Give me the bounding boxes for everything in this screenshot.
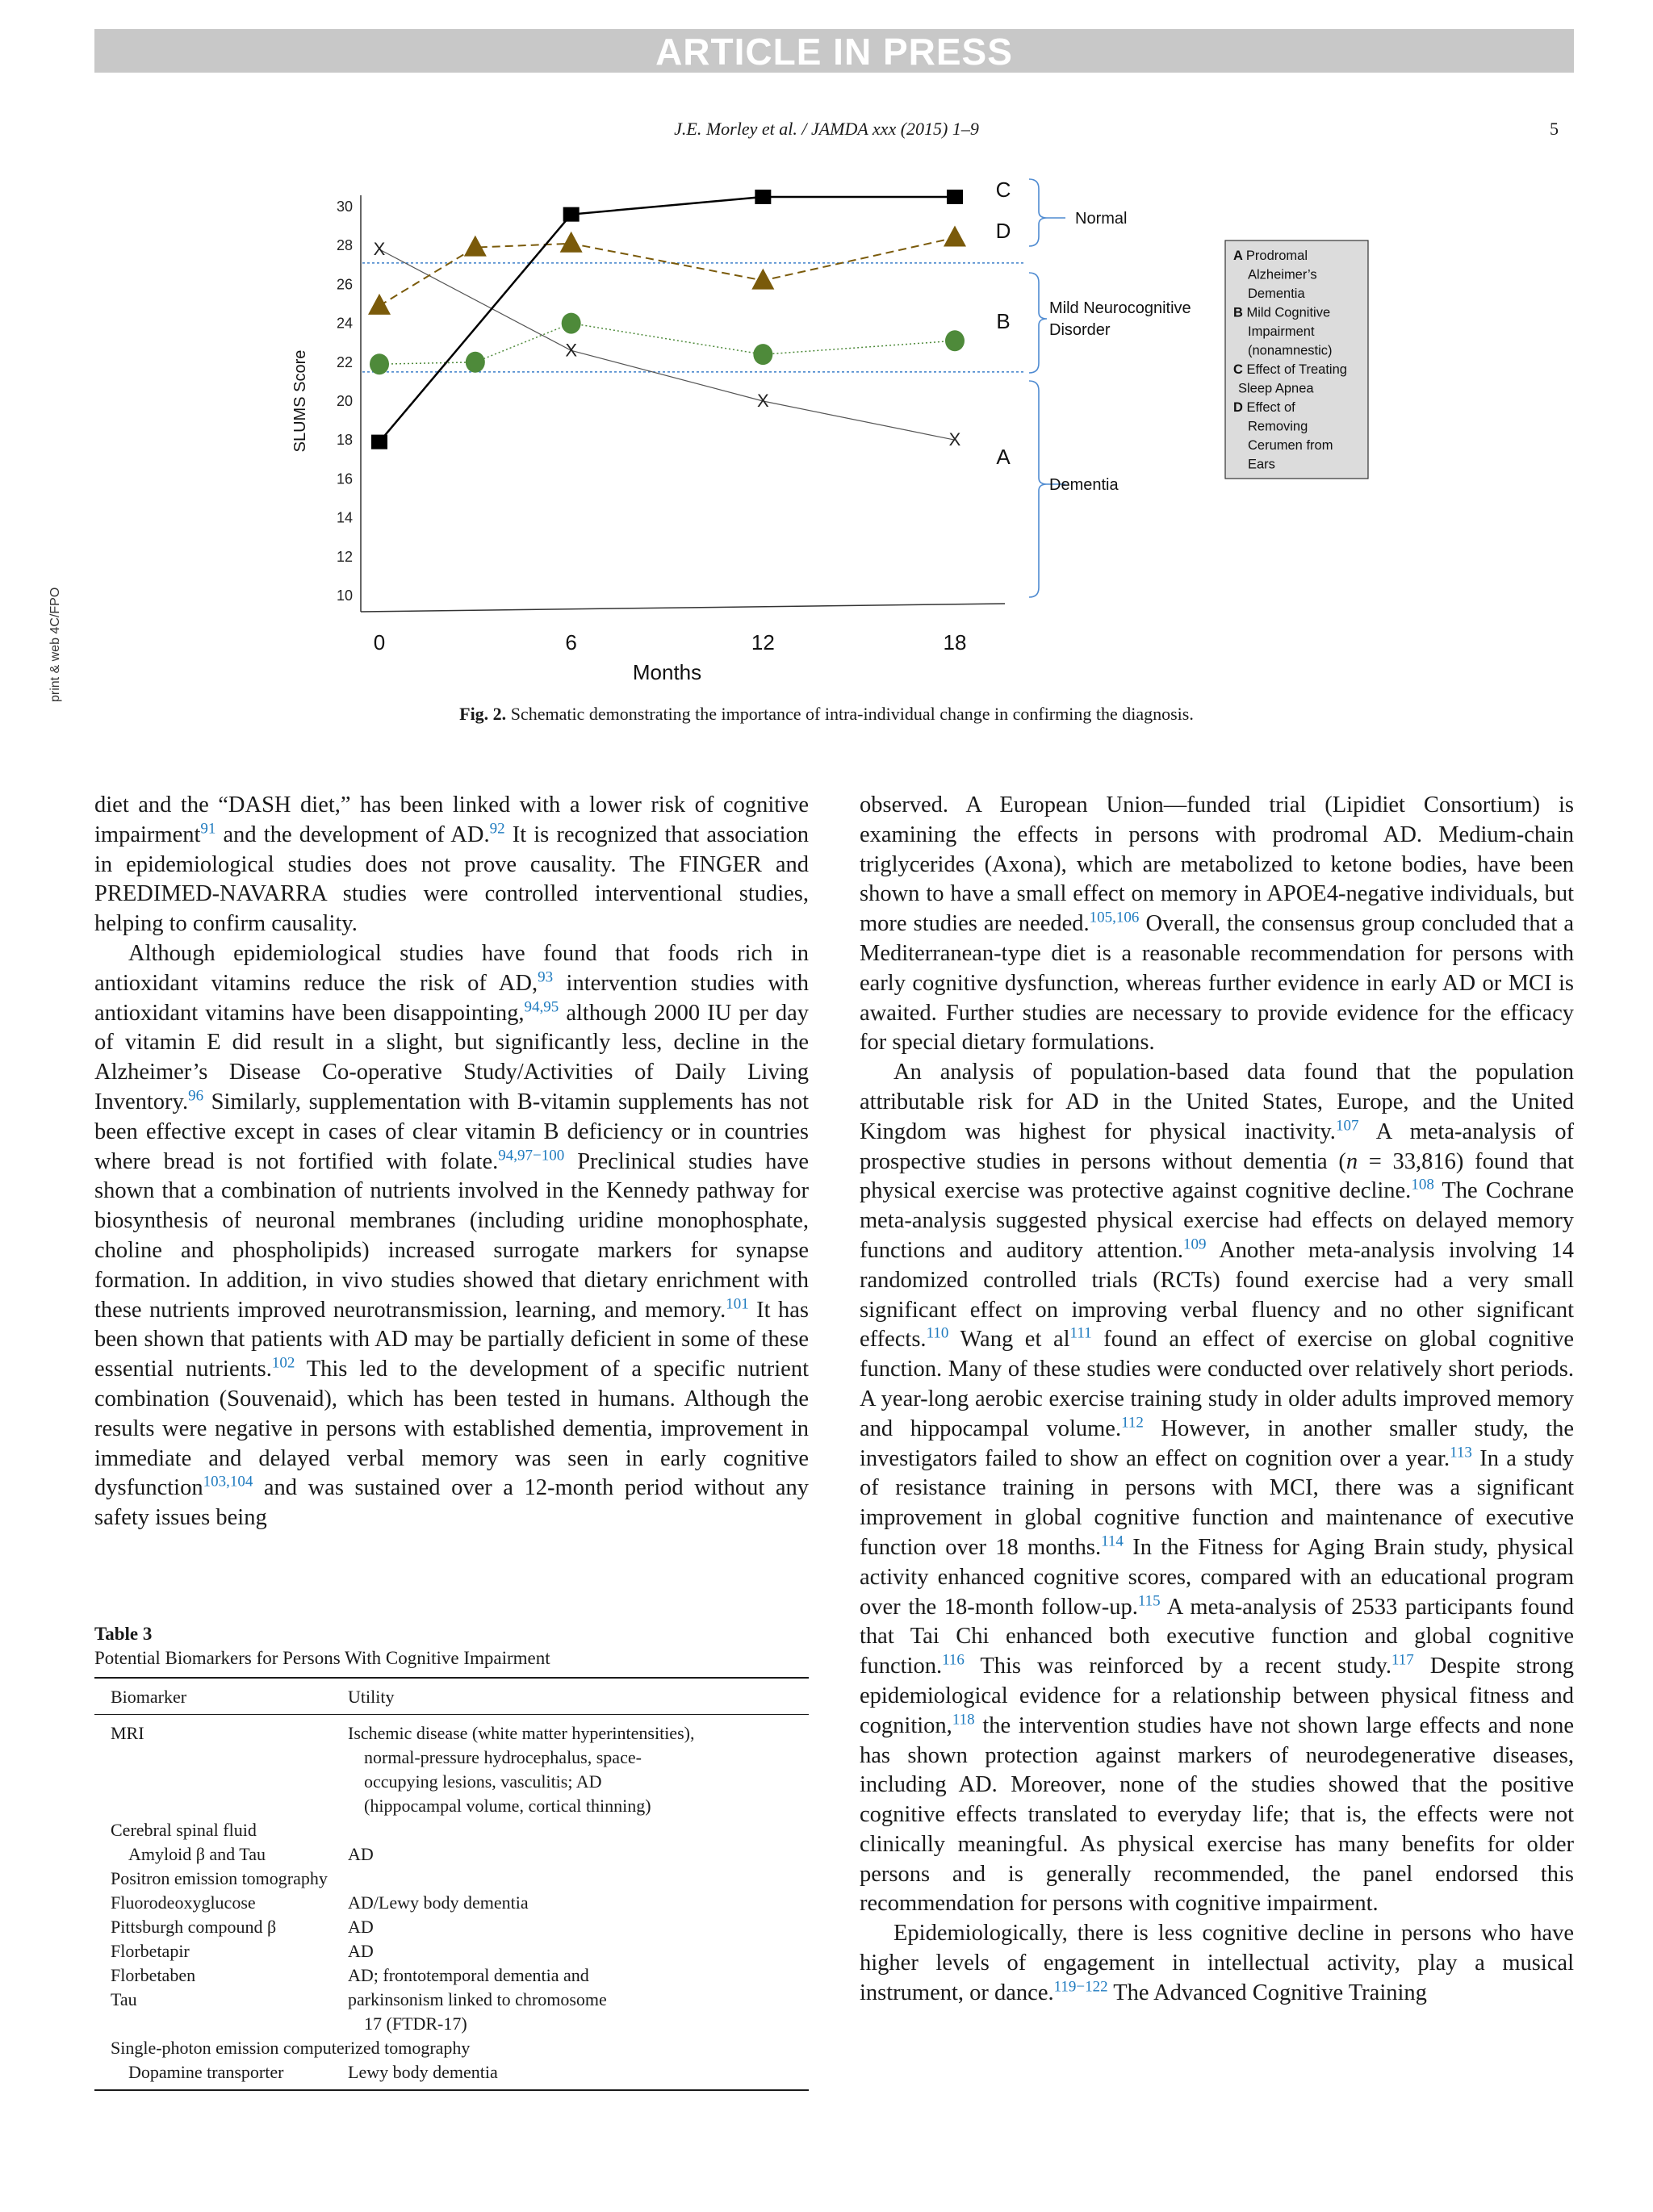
data-point-B — [562, 313, 581, 334]
table-row — [94, 1988, 809, 2036]
table-title: Potential Biomarkers for Persons With Cognitive Impairment — [94, 1648, 550, 1668]
table-cell-line: parkinsonism linked to chromosome — [348, 1989, 607, 2009]
citation-ref: 113 — [1450, 1444, 1472, 1461]
y-axis-title: SLUMS Score — [291, 349, 309, 453]
legend-key: C — [1233, 362, 1247, 377]
right-paragraph-2 — [860, 1919, 1574, 2008]
text-run: The Cochrane meta-analysis suggested physical exercise had effects on delayed memory functions and auditory attention. — [860, 1178, 1574, 1263]
y-tick-label: 20 — [336, 393, 353, 409]
table-body — [94, 1715, 809, 2091]
data-point-B — [370, 353, 389, 374]
figure-caption-label: Fig. 2. — [459, 704, 507, 724]
text-run: Similarly, supplementation with B-vitamin supplements has not been effective except in cases of clear vitamin B deficiency or in countries where bread is not fortified with folate. — [94, 1089, 809, 1174]
citation-ref: 96 — [188, 1087, 204, 1105]
legend-line — [1248, 420, 1308, 434]
data-point-C — [563, 207, 580, 222]
table-row — [94, 1915, 809, 1939]
citation-ref: 107 — [1335, 1117, 1359, 1135]
citation-ref: 117 — [1391, 1651, 1414, 1669]
table-section-row: Positron emission tomography — [111, 1868, 328, 1888]
table-cell-line: AD — [348, 1917, 374, 1937]
data-point-D — [560, 232, 583, 253]
table-cell-utility — [348, 1891, 809, 1915]
legend-text: Prodromal — [1245, 249, 1308, 263]
table-col-header-biomarker: Biomarker — [111, 1687, 187, 1707]
y-tick-label: 16 — [336, 470, 353, 487]
table-cell-line: Ischemic disease (white matter hyperintensities), — [348, 1723, 695, 1743]
legend-text: Cerumen from — [1248, 438, 1333, 453]
y-tick-label: 24 — [336, 315, 353, 332]
table-cell-biomarker: Pittsburgh compound β — [111, 1917, 277, 1937]
table-cell-biomarker: Amyloid β and Tau — [128, 1844, 266, 1864]
y-tick-label: 22 — [336, 353, 353, 370]
text-run: An analysis of population-based data found that the population attributable risk for AD in the United States, Europe, and the United Kingdom was highest for physical inactivity. — [860, 1060, 1574, 1144]
citation-ref: 93 — [538, 968, 554, 986]
table-row — [94, 1939, 809, 1963]
page-number: 5 — [1550, 119, 1559, 139]
text-run: Preclinical studies have shown that a combination of nutrients involved in the Kennedy pathway for biosynthesis of neuronal membranes (including uridine monophosphate, choline and phospholipids) increased surrogate markers for synapse formation. In addition, in vivo studies showed that dietary enrichment with these nutrients improved neurotransmission, learning, and memory. — [94, 1148, 809, 1323]
y-tick-label: 28 — [336, 237, 353, 254]
running-head: J.E. Morley et al. / JAMDA xxx (2015) 1–9 — [674, 119, 979, 139]
table-cell-utility — [348, 1721, 809, 1818]
series-line-B — [379, 324, 955, 365]
data-point-D — [464, 236, 487, 257]
text-run: However, in another smaller study, the investigators failed to show an effect on cognition over a year. — [860, 1415, 1574, 1471]
legend-text: Ears — [1248, 457, 1275, 472]
figure-caption-text: Schematic demonstrating the importance of intra-individual change in confirming the diagnosis. — [510, 704, 1194, 724]
legend-line — [1248, 268, 1317, 282]
data-point-A: X — [948, 429, 961, 450]
table-cell-line: occupying lesions, vasculitis; AD — [364, 1771, 602, 1792]
legend-text: Effect of — [1246, 400, 1295, 415]
text-run: diet and the “DASH diet,” has been linked with a lower risk of cognitive impairment — [94, 792, 809, 847]
legend-line — [1233, 306, 1330, 320]
citation-ref: 108 — [1411, 1176, 1434, 1194]
citation-ref: 91 — [200, 820, 216, 838]
x-tick-label: 6 — [565, 630, 577, 654]
table-row — [94, 2060, 809, 2084]
y-tick-label: 18 — [336, 432, 353, 449]
data-point-B — [753, 344, 772, 365]
table-3 — [94, 1622, 809, 2091]
right-paragraph-1 — [860, 1058, 1574, 1919]
legend-line — [1233, 362, 1347, 377]
table-cell-biomarker: Fluorodeoxyglucose — [111, 1892, 256, 1913]
table-cell-utility — [348, 1988, 809, 2036]
y-tick-label: 26 — [336, 276, 353, 293]
table-section-row: Single-photon emission computerized tomography — [111, 2038, 471, 2058]
table-row — [94, 1842, 809, 1867]
table-cell-line: AD/Lewy body dementia — [348, 1892, 529, 1913]
legend-line — [1233, 400, 1295, 415]
text-run: found an effect of exercise on global cognitive function. Many of these studies were conducted over relatively short periods. A year-long aerobic exercise training study in older adults improved memory and hippocampal volume. — [860, 1327, 1575, 1441]
table-cell-line: normal-pressure hydrocephalus, space- — [364, 1747, 642, 1767]
data-point-A: X — [373, 239, 386, 260]
data-point-A: X — [565, 340, 578, 361]
table-header-row — [94, 1679, 809, 1715]
series-line-A — [379, 249, 955, 440]
table-cell-line: AD; frontotemporal dementia and — [348, 1965, 589, 1985]
legend-line — [1248, 286, 1305, 301]
legend-text: Mild Cognitive — [1246, 305, 1331, 320]
table-cell-utility — [348, 1842, 809, 1867]
data-point-C — [947, 190, 963, 204]
citation-ref: 94,97−100 — [498, 1147, 565, 1165]
legend-line — [1233, 249, 1308, 263]
text-run: In a study of resistance training in persons with MCI, there was a significant improvement in global cognitive function and maintenance of executive function over 18 months. — [860, 1445, 1574, 1560]
citation-ref: 115 — [1137, 1592, 1161, 1610]
citation-ref: 118 — [952, 1711, 975, 1729]
legend-text: Effect of Treating — [1246, 362, 1347, 377]
table-cell-biomarker: Dopamine transporter — [128, 2062, 284, 2082]
left-paragraph-1 — [94, 939, 809, 1533]
bracket-normal — [1029, 179, 1047, 246]
bracket-mild-neurocognitive — [1029, 273, 1047, 373]
series-label-C: C — [995, 178, 1011, 202]
legend-text: (nonamnestic) — [1248, 343, 1333, 358]
legend-line — [1248, 458, 1275, 472]
table-cell-utility — [348, 1915, 809, 1939]
text-run: This was reinforced by a recent study. — [964, 1654, 1391, 1679]
table-label: Table 3 — [94, 1624, 153, 1644]
legend-line — [1238, 382, 1314, 396]
legend-key: A — [1233, 249, 1246, 263]
x-tick-label: 0 — [373, 630, 386, 654]
legend-text: Impairment — [1248, 324, 1315, 339]
series-label-A: A — [996, 445, 1011, 469]
text-run: Although epidemiological studies have found that foods rich in antioxidant vitamins reduce the risk of AD, — [94, 940, 809, 996]
text-run: the intervention studies have not shown large effects and none has shown protection against markers of neurodegenerative diseases, including AD. Moreover, none of the studies showed that the positive cognitive effects translated to everyday life; that is, the effects were not clinically meaningful. As physical exercise has many benefits for older persons and is generally recommended, the panel endorsed this recommendation for persons with cognitive impairment. — [860, 1712, 1574, 1917]
table-cell-utility — [348, 2060, 809, 2084]
data-point-B — [945, 330, 965, 351]
y-tick-label: 30 — [336, 199, 353, 215]
y-tick-label: 14 — [336, 509, 353, 526]
x-tick-label: 12 — [751, 630, 775, 654]
table-cell-line: AD — [348, 1844, 374, 1864]
table-row — [94, 1891, 809, 1915]
text-run: observed. A European Union—funded trial (Lipidiet Consortium) is examining the effects in persons with prodromal AD. Medium-chain triglycerides (Axona), which are metabolized to ketone bodies, have been shown to have a small effect on memory in APOE4-negative individuals, but more studies are needed. — [860, 792, 1574, 937]
text-run: Despite strong epidemiological evidence for a relationship between physical fitness and cognition, — [860, 1654, 1575, 1738]
bracket-label-mild-line1: Mild Neurocognitive — [1049, 299, 1191, 317]
citation-ref: 94,95 — [524, 998, 559, 1016]
table-cell-line: 17 (FTDR-17) — [364, 2013, 467, 2034]
legend-key: D — [1233, 400, 1247, 415]
table-cell-line: (hippocampal volume, cortical thinning) — [364, 1796, 651, 1816]
legend-line — [1248, 344, 1333, 358]
citation-ref: 111 — [1069, 1324, 1092, 1342]
x-tick-label: 18 — [943, 630, 967, 654]
right-text-column — [860, 791, 1574, 2009]
series-label-B: B — [996, 309, 1011, 333]
table-section-row: Cerebral spinal fluid — [111, 1820, 257, 1840]
bracket-dementia — [1029, 381, 1047, 597]
table-cell-line: Lewy body dementia — [348, 2062, 498, 2082]
table-cell-biomarker: Tau — [111, 1989, 137, 2009]
legend-line — [1248, 324, 1315, 339]
fig2-chart — [274, 161, 1404, 694]
right-paragraph-0 — [860, 791, 1574, 1058]
text-run: although 2000 IU per day of vitamin E did result in a slight, but significantly less, decline in the Alzheimer’s Disease Co-operative Study/Activities of Daily Living Inventory. — [94, 1000, 809, 1114]
citation-ref: 103,104 — [203, 1473, 253, 1491]
table-row — [94, 1721, 809, 1818]
data-point-D — [944, 226, 966, 247]
table-cell-biomarker: Florbetapir — [111, 1941, 190, 1961]
text-run: Overall, the consensus group concluded that a Mediterranean-type diet is a reasonable recommendation for persons with early cognitive dysfunction, whereas further evidence in early AD or MCI is awaited. Further studies are necessary to provide evidence for the efficacy for special dietary formulations. — [860, 911, 1574, 1056]
legend-text: Alzheimer’s — [1248, 267, 1317, 282]
text-run: = 33,816) found that physical exercise was protective against cognitive decline. — [860, 1148, 1574, 1204]
citation-ref: 109 — [1182, 1236, 1207, 1253]
text-run: Another meta-analysis involving 14 randomized controlled trials (RCTs) found exercise had a very small significant effect on improving verbal fluency and no other significant effects. — [860, 1237, 1574, 1353]
text-run: The Advanced Cognitive Training — [1107, 1980, 1427, 2005]
left-paragraph-0 — [94, 791, 809, 939]
citation-ref: 92 — [489, 820, 505, 838]
citation-ref: 119−122 — [1053, 1978, 1108, 1996]
citation-ref: 114 — [1101, 1533, 1124, 1550]
legend-line — [1248, 438, 1333, 453]
citation-ref: 110 — [926, 1324, 949, 1342]
data-point-A: X — [756, 391, 769, 411]
text-run: intervention studies with antioxidant vitamins have been disappointing, — [94, 970, 809, 1026]
legend-text: Removing — [1248, 419, 1308, 434]
table-cell-utility — [348, 1939, 809, 1963]
data-point-C — [755, 190, 771, 204]
x-axis-line — [361, 604, 1005, 612]
legend-text: Sleep Apnea — [1238, 381, 1314, 396]
article-in-press-banner: ARTICLE IN PRESS — [94, 29, 1574, 73]
series-line-C — [379, 197, 955, 442]
italic-text: n — [1345, 1148, 1358, 1174]
figure-caption — [0, 704, 1653, 725]
x-axis-title: Months — [632, 660, 702, 684]
legend-key: B — [1233, 305, 1247, 320]
table-cell-utility — [348, 1963, 809, 1988]
citation-ref: 112 — [1121, 1414, 1144, 1432]
table-cell-biomarker: MRI — [111, 1723, 144, 1743]
text-run: and the development of AD. — [216, 822, 490, 847]
left-text-column — [94, 791, 809, 1533]
bracket-label-normal: Normal — [1075, 210, 1128, 228]
y-tick-label: 10 — [336, 587, 353, 604]
data-point-B — [466, 352, 485, 373]
citation-ref: 116 — [942, 1651, 965, 1669]
text-run: A meta-analysis of 2533 participants found that Tai Chi enhanced both executive function and global cognitive function. — [860, 1594, 1574, 1679]
legend-text: Dementia — [1248, 286, 1305, 301]
text-run: Wang et al — [948, 1327, 1070, 1353]
table-row — [94, 1963, 809, 1988]
series-line-D — [379, 238, 955, 306]
table-col-header-utility: Utility — [348, 1687, 395, 1707]
series-label-D: D — [995, 219, 1011, 243]
bracket-label-mild-line2: Disorder — [1049, 321, 1111, 339]
text-run: A meta-analysis of prospective studies in persons without dementia ( — [860, 1119, 1574, 1174]
bracket-label-dementia: Dementia — [1049, 476, 1119, 494]
citation-ref: 105,106 — [1089, 909, 1140, 926]
text-run: Epidemiologically, there is less cognitive decline in persons who have higher levels of engagement in intellectual activity, play a musical instrument, or dance. — [860, 1921, 1574, 2005]
text-run: It is recognized that association in epidemiological studies does not prove causality. The FINGER and PREDIMED-NAVARRA studies were controlled interventional studies, helping to confirm causality. — [94, 822, 809, 937]
text-run: This led to the development of a specific nutrient combination (Souvenaid), which has been tested in humans. Although the results were negative in persons with established dementia, improvement in immediate and delayed verbal memory was seen in early cognitive dysfunction — [94, 1357, 809, 1501]
text-run: In the Fitness for Aging Brain study, physical activity enhanced cognitive scores, compared with an educational program over the 18-month follow-up. — [860, 1534, 1574, 1620]
y-tick-label: 12 — [336, 548, 353, 565]
data-point-C — [371, 435, 387, 450]
citation-ref: 101 — [726, 1295, 749, 1313]
table-cell-biomarker: Florbetaben — [111, 1965, 196, 1985]
text-run: It has been shown that patients with AD may be partially deficient in some of these essential nutrients. — [94, 1297, 809, 1382]
print-side-note: print & web 4C/FPO — [48, 587, 62, 702]
text-run: and was sustained over a 12-month period without any safety issues being — [94, 1475, 809, 1531]
citation-ref: 102 — [271, 1354, 295, 1372]
table-cell-line: AD — [348, 1941, 374, 1961]
data-point-D — [751, 269, 774, 290]
data-point-D — [368, 294, 391, 315]
